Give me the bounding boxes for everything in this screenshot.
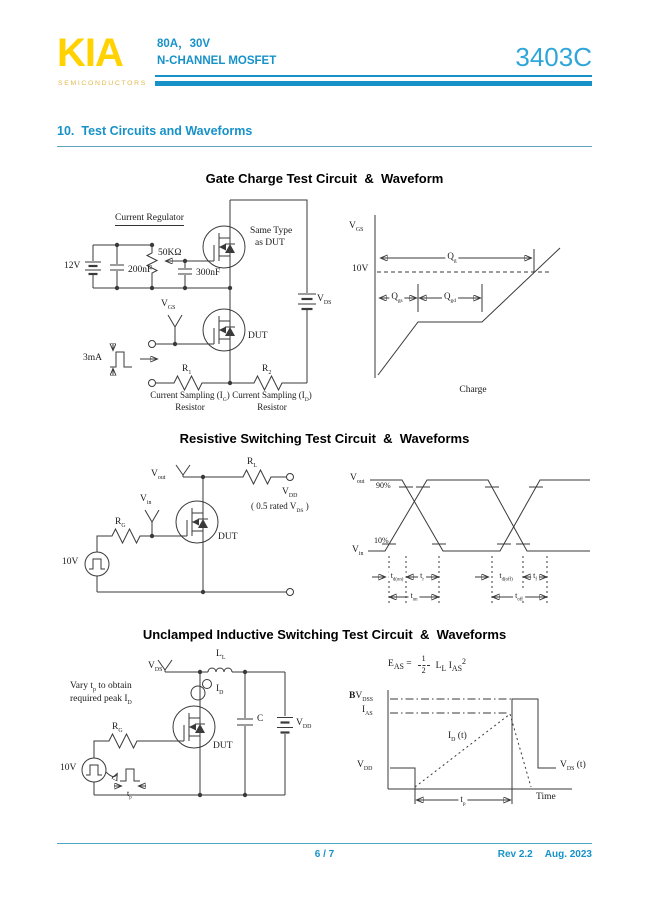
label-tp-circuit: $t_p$: [127, 789, 132, 801]
label-tr: $t_r$: [420, 571, 424, 583]
one-half-fraction: [418, 655, 430, 676]
pulse-icon: [110, 352, 132, 367]
label-current-regulator: Current Regulator: [115, 213, 184, 226]
eas-lhs: $E_{AS}$ =: [388, 659, 412, 672]
label-3ma: 3mA: [83, 353, 102, 363]
part-number: 3403C: [515, 42, 592, 72]
section-number: 10.: [57, 124, 75, 138]
resistor-r1: [171, 376, 205, 390]
revision-date: Aug. 2023: [544, 849, 592, 860]
uis-waveform-art: [388, 690, 572, 807]
label-ll: $L_L$: [216, 649, 226, 661]
resistive-circuit-art: [85, 465, 294, 596]
label-r2: $R_2$: [262, 364, 272, 376]
label-bvdss: $BV_{DSS}$: [349, 691, 373, 703]
resistor-r2: [251, 376, 285, 390]
label-vdd-3: $V_{DD}$: [296, 718, 312, 730]
device-rating: 80A，30V: [157, 38, 211, 50]
label-id: $I_D$: [216, 684, 224, 696]
label-dut-2: DUT: [218, 532, 238, 542]
label-rl: $R_L$: [247, 457, 257, 469]
label-50k: 50KΩ: [158, 248, 182, 258]
label-vout: $V_{out}$: [151, 469, 166, 481]
label-time-axis: Time: [536, 792, 556, 802]
label-qg: $Q_g$: [447, 251, 457, 264]
label-td-off: $t_{d(off)}$: [499, 571, 513, 583]
label-rg: $R_G$: [115, 517, 126, 529]
label-300nf: 300nF: [196, 268, 221, 278]
label-sampling-id-2: Resistor: [257, 402, 287, 412]
fig1-title: Gate Charge Test Circuit & Waveform: [205, 171, 444, 186]
label-vds-t: $V_{DS}$ (t): [560, 760, 586, 772]
resistive-waveform-art: [368, 480, 590, 604]
revision-info: [498, 849, 592, 860]
label-charge-axis: Charge: [459, 385, 487, 395]
label-vdd: $V_{DD}$: [282, 487, 298, 499]
label-tf: $t_f$: [533, 571, 537, 583]
mosfet-symbol-same-type: [203, 226, 245, 268]
pulse-source-icon: [85, 552, 109, 576]
fig2-title: Resistive Switching Test Circuit & Waveforms: [179, 431, 470, 446]
kia-logo-subtext: SEMICONDUCTORS: [58, 80, 148, 87]
label-wave2-vout: $V_{out}$: [350, 473, 365, 485]
label-rated-vds: ( 0.5 rated $V_{DS}$ ): [251, 501, 309, 514]
label-ias: $I_{AS}$: [362, 705, 373, 717]
revision: Rev 2.2: [497, 849, 533, 860]
label-vary-tp-1: Vary $t_p$ to obtain: [70, 681, 132, 693]
label-10v-2: 10V: [62, 557, 79, 567]
fraction-numerator: 1: [421, 654, 426, 663]
label-vin: $V_{in}$: [140, 494, 152, 506]
label-toff: $t_{off}$: [515, 591, 523, 603]
mosfet-symbol-dut2: [176, 501, 218, 543]
label-r1: $R_1$: [182, 364, 192, 376]
vout-probe-icon: [176, 465, 190, 477]
device-type: N-CHANNEL MOSFET: [157, 54, 277, 67]
label-same-type-1: Same Type: [250, 226, 293, 236]
label-sampling-ig: Current Sampling $(I_G)$: [150, 390, 230, 403]
resistor-rl: [240, 470, 274, 484]
label-vds-supply: $V_{DS}$: [317, 294, 332, 306]
kia-logo: KIA: [57, 31, 123, 75]
label-12v: 12V: [64, 261, 81, 271]
vin-probe-icon: [145, 510, 159, 536]
label-10pct: 10%: [374, 536, 389, 545]
mosfet-symbol-dut3: [173, 706, 215, 748]
label-wave1-10v: 10V: [352, 264, 369, 274]
label-rg-3: $R_G$: [112, 722, 123, 734]
label-tp-wave: $t_p$: [460, 794, 466, 807]
eas-formula: [388, 655, 466, 676]
resistor-rg: [109, 529, 143, 543]
fig3-title: Unclamped Inductive Switching Test Circuit & Waveforms: [142, 627, 507, 642]
label-qgs: $Q_{gs}$: [391, 291, 403, 304]
pulse-source-icon3: [82, 758, 106, 782]
label-200nf: 200nF: [128, 265, 153, 275]
fraction-denominator: 2: [421, 665, 426, 675]
mosfet-symbol-dut: [203, 309, 245, 351]
current-probe-icon: [191, 686, 205, 700]
label-dut-3: DUT: [213, 741, 233, 751]
label-vdd-level: $V_{DD}$: [357, 760, 373, 772]
label-sampling-ig-2: Resistor: [175, 402, 205, 412]
label-vgs: $V_{GS}$: [161, 299, 176, 311]
vgs-probe-icon: [168, 315, 182, 344]
label-ton: $t_{on}$: [410, 591, 418, 603]
label-same-type-2: as DUT: [255, 238, 285, 248]
label-vary-tp-2: required peak $I_D$: [70, 694, 132, 706]
label-sampling-id: Current Sampling $(I_D)$: [232, 390, 312, 403]
label-idt: $I_D$ (t): [448, 731, 467, 743]
label-wave2-vin: $V_{in}$: [352, 545, 364, 557]
inductor-ll: [208, 668, 232, 672]
footer-rule: [57, 843, 592, 844]
section-title: Test Circuits and Waveforms: [81, 124, 253, 138]
label-vds-probe: $V_{DS}$: [148, 661, 163, 673]
label-td-on: $t_{d(on)}$: [390, 571, 404, 583]
label-qgd: $Q_{gd}$: [444, 291, 456, 304]
resistor-rg3: [106, 734, 140, 748]
label-10v-3: 10V: [60, 763, 77, 773]
label-c: C: [257, 714, 264, 724]
label-dut-1: DUT: [248, 331, 268, 341]
tp-pulse-icon: [120, 769, 140, 781]
page-number: 6 / 7: [314, 849, 335, 860]
eas-rhs: $L_L$ $I_{AS}^2$: [435, 657, 466, 674]
label-90pct: 90%: [376, 481, 391, 490]
label-wave1-vgs: $V_{GS}$: [349, 221, 364, 233]
